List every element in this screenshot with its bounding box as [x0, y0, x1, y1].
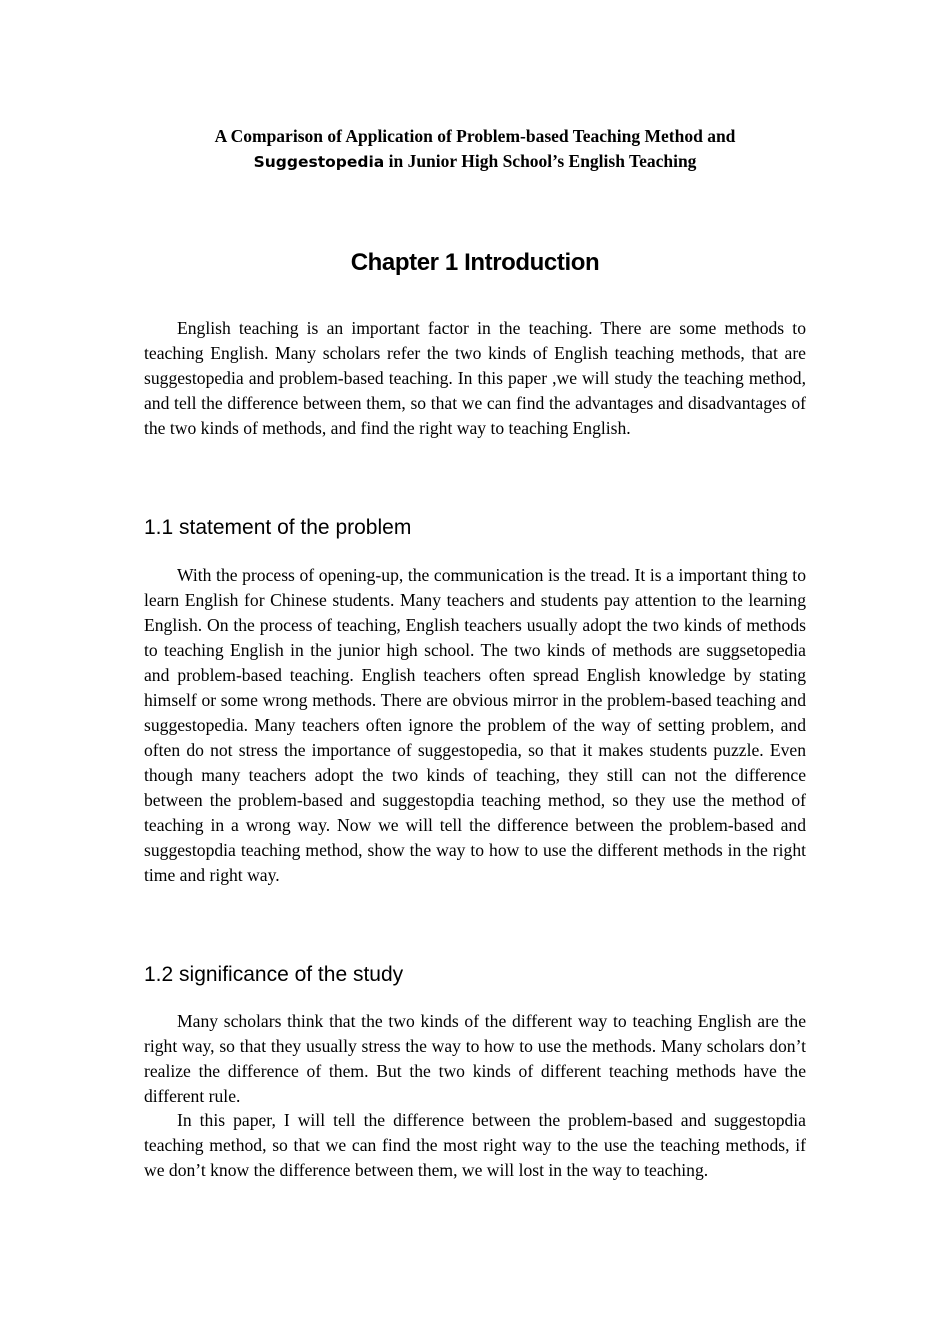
section-heading-statement: 1.1 statement of the problem — [144, 516, 412, 539]
section-paragraph: In this paper, I will tell the difference between the problem-based and suggestopdia teaching method, so that we can find the most right way to the use the teaching methods, if we don’t know the difference between them, we will lost in the way to teaching. — [144, 1110, 806, 1180]
document-title-line2: in Junior High School’s English Teaching — [384, 151, 697, 171]
intro-paragraph: English teaching is an important factor in the teaching. There are some methods to teaching English. Many scholars refer the two kinds of English teaching methods, that are suggestopedia and problem-based teaching. In this paper ,we will study the teaching method, and tell the difference between them, so that we can find the advantages and disadvantages of the two kinds of methods, and find the right way to teaching English. — [144, 318, 806, 438]
document-title-line1: A Comparison of Application of Problem-based Teaching Method and — [214, 126, 736, 146]
section-paragraph: Many scholars think that the two kinds of the different way to teaching English are the right way, so that they usually stress the way to how to use the methods. Many scholars don’t realize the difference of them. But the two kinds of different teaching methods have the different rule. — [144, 1011, 806, 1106]
section-paragraph: With the process of opening-up, the communication is the tread. It is a important thing to learn English for Chinese students. Many teachers and students pay attention to the learning English. On the process of teaching, English teachers usually adopt the two kinds of methods to teaching English in the junior high school. The two kinds of methods are suggsetopedia and problem-based teaching. English teachers often spread English knowledge by stating himself or some wrong methods. There are obvious mirror in the problem-based teaching and suggestopedia. Many teachers often ignore the problem of the way of setting problem, and often do not stress the importance of suggestopedia, so that it makes students puzzle. Even though many teachers adopt the two kinds of teaching, they still can not the difference between the problem-based and suggestopdia teaching method, so they use the method of teaching in a wrong way. Now we will tell the difference between the problem-based and suggestopdia teaching method, show the way to how to use the different methods in the right time and right way. — [144, 565, 806, 885]
chapter-heading: Chapter 1 Introduction — [350, 249, 600, 276]
document-title-sans-word: Suggestopedia — [253, 153, 385, 171]
section-heading-significance: 1.2 significance of the study — [144, 963, 404, 986]
document-title — [144, 124, 806, 175]
